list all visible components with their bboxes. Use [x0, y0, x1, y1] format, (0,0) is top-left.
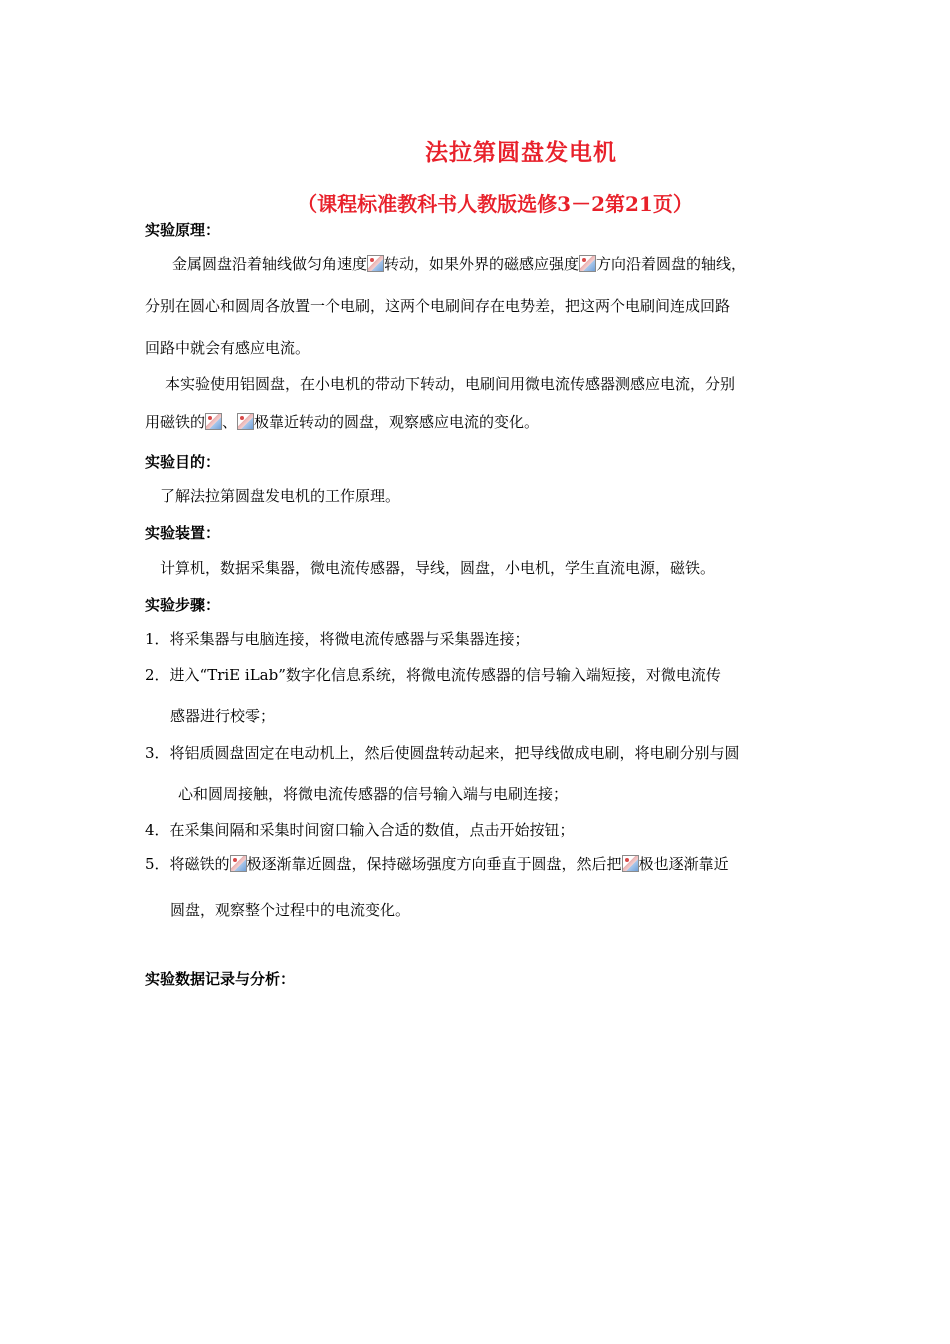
step-2-line-2: 感器进行校零；	[170, 707, 276, 725]
principle-paragraph-1-line-3: 回路中就会有感应电流。	[145, 339, 311, 357]
step-5-text-segment: 极也逐渐靠近	[638, 855, 729, 873]
data-record-heading: 实验数据记录与分析：	[145, 970, 296, 988]
step-5-text-segment: 5．将磁铁的	[145, 855, 230, 873]
principle-text-segment: 用磁铁的	[145, 413, 206, 431]
step-3-line-2: 心和圆周接触，将微电流传感器的信号输入端与电刷连接；	[178, 785, 569, 803]
steps-heading: 实验步骤：	[145, 596, 221, 614]
principle-text-segment: 极靠近转动的圆盘，观察感应电流的变化。	[254, 413, 540, 431]
s-pole-image-icon	[237, 413, 254, 430]
apparatus-text: 计算机，数据采集器，微电流传感器，导线，圆盘，小电机，学生直流电源，磁铁。	[160, 559, 716, 577]
principle-text-segment: 金属圆盘沿着轴线做匀角速度	[172, 255, 368, 273]
principle-heading: 实验原理：	[145, 221, 221, 239]
principle-text-segment: 方向沿着圆盘的轴线，	[596, 255, 747, 273]
b-formula-image-icon	[579, 255, 596, 272]
principle-paragraph-2-line-1: 本实验使用铝圆盘，在小电机的带动下转动，电刷间用微电流传感器测感应电流，分别	[165, 375, 736, 393]
document-subtitle: （课程标准教科书人教版选修3－2第21页）	[297, 192, 693, 216]
principle-paragraph-1-line-1	[172, 254, 746, 274]
purpose-heading: 实验目的：	[145, 453, 221, 471]
step-4: 4．在采集间隔和采集时间窗口输入合适的数值，点击开始按钮；	[145, 821, 575, 839]
n-pole-image-icon	[230, 855, 247, 872]
step-5-line-2: 圆盘，观察整个过程中的电流变化。	[170, 901, 411, 919]
principle-paragraph-2-line-2	[145, 412, 539, 432]
s-pole-image-icon	[622, 855, 639, 872]
step-5-line-1	[145, 854, 729, 874]
step-5-text-segment: 极逐渐靠近圆盘，保持磁场强度方向垂直于圆盘，然后把	[246, 855, 622, 873]
step-2-line-1: 2．进入“TriE iLab”数字化信息系统，将微电流传感器的信号输入端短接，对微电流传	[145, 666, 721, 684]
step-1: 1．将采集器与电脑连接，将微电流传感器与采集器连接；	[145, 630, 530, 648]
step-3-line-1: 3．将铝质圆盘固定在电动机上，然后使圆盘转动起来，把导线做成电刷，将电刷分别与圆	[145, 744, 740, 762]
document-title: 法拉第圆盘发电机	[425, 139, 617, 166]
principle-paragraph-1-line-2: 分别在圆心和圆周各放置一个电刷，这两个电刷间存在电势差，把这两个电刷间连成回路	[145, 297, 731, 315]
purpose-text: 了解法拉第圆盘发电机的工作原理。	[160, 487, 401, 505]
principle-text-segment: 、	[222, 413, 238, 431]
principle-text-segment: 转动，如果外界的磁感应强度	[384, 255, 580, 273]
apparatus-heading: 实验装置：	[145, 524, 221, 542]
omega-formula-image-icon	[367, 255, 384, 272]
n-pole-image-icon	[205, 413, 222, 430]
